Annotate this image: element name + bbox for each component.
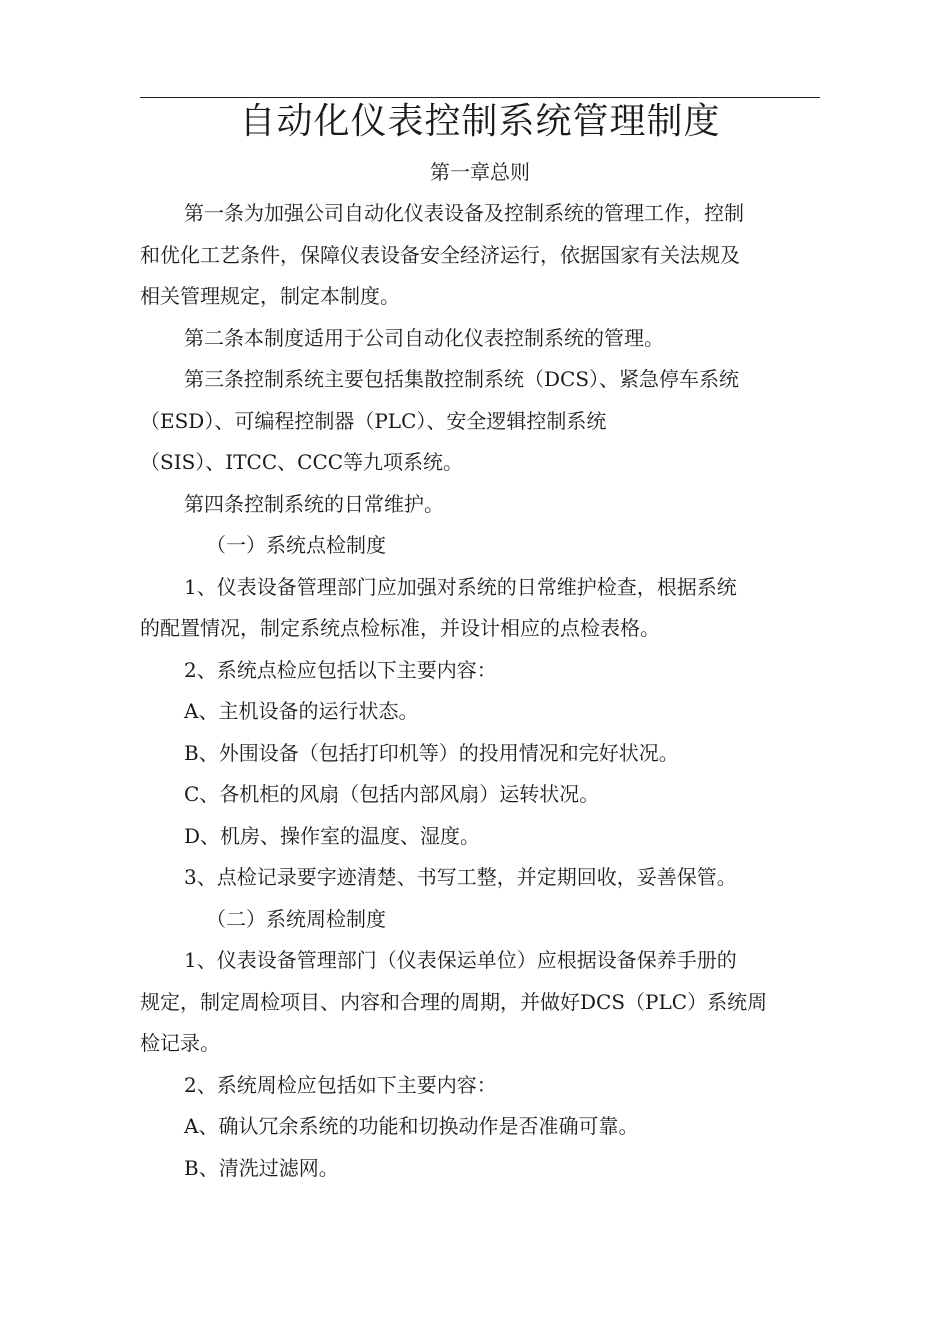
text-line: （ESD）、可编程控制器（PLC）、安全逻辑控制系统 bbox=[140, 408, 607, 433]
text-line: B、外围设备（包括打印机等）的投用情况和完好状况。 bbox=[184, 740, 679, 765]
text-line: B、清洗过滤网。 bbox=[184, 1155, 339, 1180]
text-line: A、确认冗余系统的功能和切换动作是否准确可靠。 bbox=[184, 1114, 639, 1138]
text-line: 第四条控制系统的日常维护。 bbox=[184, 491, 444, 516]
text-line: 2、系统周检应包括如下主要内容： bbox=[184, 1072, 497, 1097]
chapter-heading: 第一章总则 bbox=[430, 160, 530, 184]
text-line: （SIS）、ITCC、CCC等九项系统。 bbox=[140, 450, 464, 474]
header-rule bbox=[140, 97, 820, 98]
text-line: 检记录。 bbox=[140, 1031, 220, 1055]
text-line: 2、系统点检应包括以下主要内容： bbox=[184, 657, 497, 682]
text-line: 1、仪表设备管理部门应加强对系统的日常维护检查，根据系统 bbox=[184, 574, 737, 599]
text-line: 3、点检记录要字迹清楚、书写工整，并定期回收，妥善保管。 bbox=[184, 865, 737, 889]
text-line: A、主机设备的运行状态。 bbox=[184, 699, 419, 723]
text-line: 规定，制定周检项目、内容和合理的周期，并做好DCS（PLC）系统周 bbox=[140, 989, 768, 1014]
body-text bbox=[140, 193, 820, 1189]
text-line: 第一条为加强公司自动化仪表设备及控制系统的管理工作，控制 bbox=[184, 201, 744, 225]
text-line: 的配置情况，制定系统点检标准，并设计相应的点检表格。 bbox=[140, 616, 660, 640]
text-line: 第三条控制系统主要包括集散控制系统（DCS）、紧急停车系统 bbox=[184, 367, 740, 391]
text-line: 相关管理规定，制定本制度。 bbox=[140, 284, 400, 308]
text-line: 第二条本制度适用于公司自动化仪表控制系统的管理。 bbox=[184, 325, 664, 350]
text-line: （二）系统周检制度 bbox=[206, 906, 386, 931]
text-line: （一）系统点检制度 bbox=[206, 533, 386, 557]
text-line: 和优化工艺条件，保障仪表设备安全经济运行，依据国家有关法规及 bbox=[140, 242, 740, 267]
document-title: 自动化仪表控制系统管理制度 bbox=[239, 101, 721, 142]
text-line: D、机房、操作室的温度、湿度。 bbox=[184, 823, 481, 848]
text-line: 1、仪表设备管理部门（仪表保运单位）应根据设备保养手册的 bbox=[184, 948, 737, 972]
text-line: C、各机柜的风扇（包括内部风扇）运转状况。 bbox=[184, 782, 600, 806]
